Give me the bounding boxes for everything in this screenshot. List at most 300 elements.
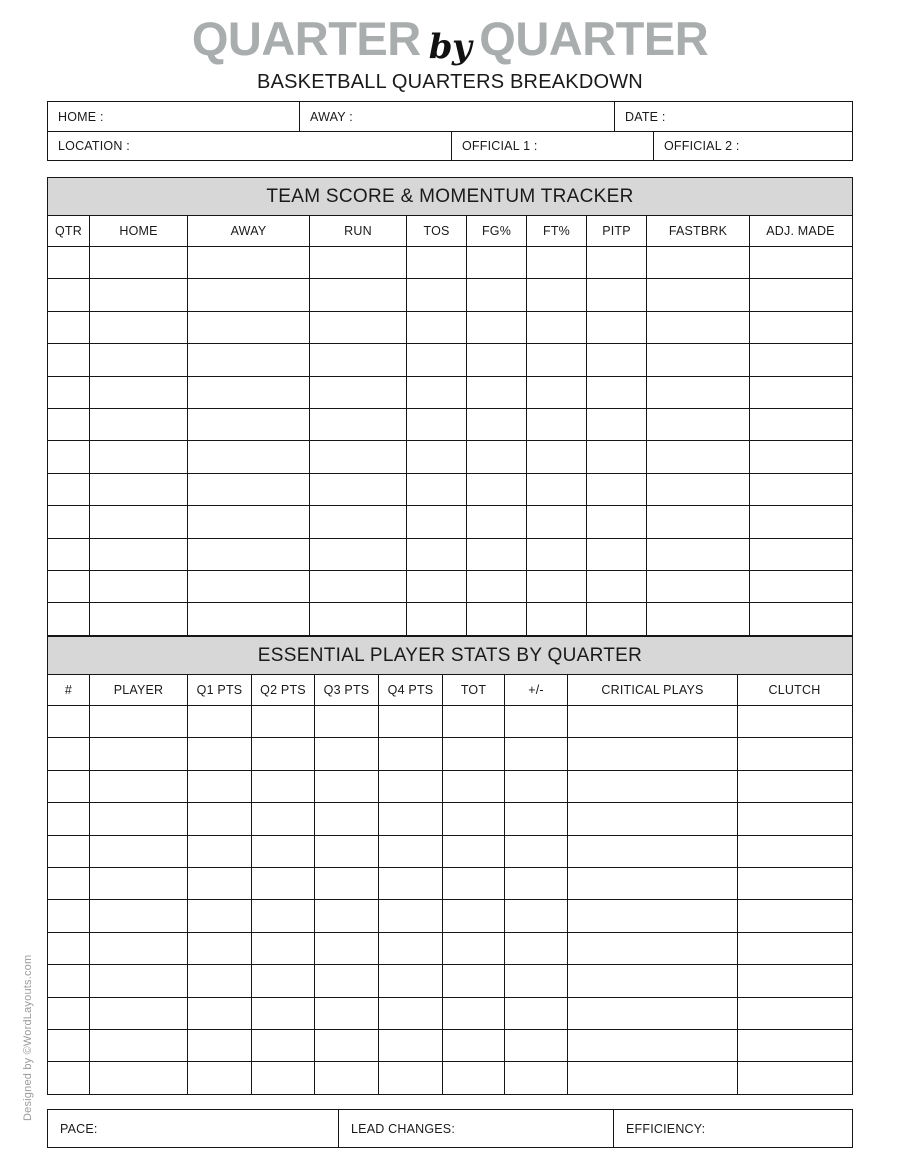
team-cell[interactable] [309,474,406,505]
player-cell[interactable] [737,933,851,964]
team-col-header-4: RUN [309,216,406,246]
player-cell[interactable] [504,1030,567,1061]
team-cell[interactable] [406,603,466,634]
info-row1-field-3[interactable] [614,102,851,131]
team-cell[interactable] [646,474,749,505]
player-cell[interactable] [504,933,567,964]
team-score-table [47,177,853,636]
team-col-header-7: FT% [526,216,586,246]
table-row [48,278,852,310]
summary-footer-box [47,1109,853,1148]
player-cell[interactable] [48,836,89,867]
player-cell[interactable] [442,998,504,1029]
player-cell[interactable] [378,771,442,802]
player-cell[interactable] [504,836,567,867]
team-cell[interactable] [187,474,309,505]
team-cell[interactable] [406,441,466,472]
player-cell[interactable] [737,965,851,996]
player-cell[interactable] [251,738,314,769]
player-cell[interactable] [378,900,442,931]
player-table-body [48,705,852,1094]
player-cell[interactable] [48,900,89,931]
player-cell[interactable] [504,900,567,931]
player-cell[interactable] [187,868,251,899]
team-cell[interactable] [89,344,187,375]
team-cell[interactable] [309,247,406,278]
player-cell[interactable] [314,998,378,1029]
team-cell[interactable] [749,539,851,570]
team-col-header-6: FG% [466,216,526,246]
player-cell[interactable] [251,998,314,1029]
footer-field-3[interactable] [613,1110,849,1147]
player-cell[interactable] [48,771,89,802]
team-cell[interactable] [646,409,749,440]
player-cell[interactable] [187,706,251,737]
player-cell[interactable] [187,836,251,867]
team-cell[interactable] [309,377,406,408]
player-cell[interactable] [187,1062,251,1093]
player-cell[interactable] [737,803,851,834]
player-cell[interactable] [48,998,89,1029]
team-cell[interactable] [187,279,309,310]
player-cell[interactable] [89,998,187,1029]
player-table-header-row [48,675,852,705]
team-cell[interactable] [48,539,89,570]
team-cell[interactable] [406,409,466,440]
team-cell[interactable] [749,344,851,375]
player-cell[interactable] [737,998,851,1029]
player-cell[interactable] [378,933,442,964]
team-cell[interactable] [309,441,406,472]
table-row [48,440,852,472]
team-cell[interactable] [466,441,526,472]
team-cell[interactable] [89,539,187,570]
table-row [48,343,852,375]
team-col-header-10: ADJ. MADE [749,216,851,246]
player-cell[interactable] [378,965,442,996]
table-row [48,570,852,602]
team-cell[interactable] [749,603,851,634]
page-subtitle: BASKETBALL QUARTERS BREAKDOWN [257,71,643,94]
team-cell[interactable] [466,603,526,634]
footer-field-2-label: LEAD CHANGES: [351,1121,456,1136]
player-cell[interactable] [89,965,187,996]
team-cell[interactable] [466,409,526,440]
team-cell[interactable] [48,409,89,440]
table-row [48,899,852,931]
team-cell[interactable] [586,247,646,278]
player-cell[interactable] [48,706,89,737]
player-cell[interactable] [251,900,314,931]
team-cell[interactable] [749,312,851,343]
team-cell[interactable] [48,441,89,472]
player-cell[interactable] [48,965,89,996]
player-cell[interactable] [567,771,737,802]
player-cell[interactable] [187,803,251,834]
player-cell[interactable] [187,965,251,996]
player-cell[interactable] [314,771,378,802]
player-cell[interactable] [737,836,851,867]
player-cell[interactable] [187,1030,251,1061]
team-cell[interactable] [466,474,526,505]
team-cell[interactable] [586,377,646,408]
team-cell[interactable] [526,506,586,537]
team-cell[interactable] [406,377,466,408]
player-col-header-7: TOT [442,675,504,705]
team-cell[interactable] [187,312,309,343]
player-cell[interactable] [737,771,851,802]
info-row1-field-3-label: DATE : [625,109,666,124]
team-cell[interactable] [89,441,187,472]
player-col-header-2: PLAYER [89,675,187,705]
info-row2-field-1-label: LOCATION : [58,139,130,153]
team-cell[interactable] [187,603,309,634]
footer-field-2[interactable] [338,1110,613,1147]
player-cell[interactable] [48,868,89,899]
player-cell[interactable] [314,1030,378,1061]
player-cell[interactable] [567,1030,737,1061]
page-title [0,14,900,94]
team-cell[interactable] [309,409,406,440]
team-cell[interactable] [187,377,309,408]
player-cell[interactable] [187,998,251,1029]
team-col-header-1: QTR [55,224,82,238]
player-cell[interactable] [251,1030,314,1061]
player-cell[interactable] [48,803,89,834]
team-cell[interactable] [309,344,406,375]
table-row [48,932,852,964]
player-col-header-6: Q4 PTS [378,675,442,705]
player-cell[interactable] [504,998,567,1029]
team-cell[interactable] [48,247,89,278]
player-cell[interactable] [48,933,89,964]
team-cell[interactable] [749,571,851,602]
team-table-band-title: TEAM SCORE & MOMENTUM TRACKER [48,178,852,216]
table-row [48,311,852,343]
team-cell[interactable] [646,344,749,375]
team-cell[interactable] [749,506,851,537]
player-cell[interactable] [504,803,567,834]
info-row2-field-3-label: OFFICIAL 2 : [664,139,740,153]
info-row1-field-1[interactable] [48,102,299,131]
team-cell[interactable] [309,312,406,343]
table-row [48,408,852,440]
team-cell[interactable] [309,539,406,570]
team-cell[interactable] [586,279,646,310]
player-cell[interactable] [89,706,187,737]
team-cell[interactable] [526,474,586,505]
team-cell[interactable] [646,506,749,537]
team-cell[interactable] [187,506,309,537]
player-cell[interactable] [251,933,314,964]
player-cell[interactable] [378,836,442,867]
player-cell[interactable] [442,900,504,931]
player-cell[interactable] [89,771,187,802]
player-cell[interactable] [504,965,567,996]
team-cell[interactable] [187,247,309,278]
team-cell[interactable] [526,571,586,602]
team-cell[interactable] [646,539,749,570]
player-cell[interactable] [89,900,187,931]
team-cell[interactable] [749,279,851,310]
team-cell[interactable] [646,247,749,278]
team-cell[interactable] [646,603,749,634]
player-cell[interactable] [567,1062,737,1093]
team-cell[interactable] [586,603,646,634]
player-cell[interactable] [48,738,89,769]
player-cell[interactable] [442,1030,504,1061]
player-cell[interactable] [251,965,314,996]
team-cell[interactable] [406,474,466,505]
player-cell[interactable] [251,868,314,899]
player-cell[interactable] [187,771,251,802]
footer-field-1[interactable] [48,1110,338,1147]
player-cell[interactable] [442,836,504,867]
player-cell[interactable] [442,706,504,737]
player-cell[interactable] [567,706,737,737]
team-cell[interactable] [749,474,851,505]
player-cell[interactable] [504,1062,567,1093]
table-row [48,505,852,537]
player-cell[interactable] [567,868,737,899]
info-row2-field-2[interactable] [451,132,653,160]
team-cell[interactable] [466,247,526,278]
player-cell[interactable] [89,933,187,964]
team-cell[interactable] [406,312,466,343]
table-row [48,1029,852,1061]
table-row [48,473,852,505]
team-cell[interactable] [526,247,586,278]
player-cell[interactable] [567,738,737,769]
team-cell[interactable] [466,344,526,375]
table-row [48,538,852,570]
player-cell[interactable] [187,738,251,769]
table-row [48,997,852,1029]
player-cell[interactable] [442,738,504,769]
team-cell[interactable] [309,603,406,634]
player-cell[interactable] [89,1030,187,1061]
team-cell[interactable] [48,344,89,375]
designer-credit: Designed by ©WordLayouts.com [22,954,34,1121]
team-cell[interactable] [646,312,749,343]
player-cell[interactable] [442,771,504,802]
player-cell[interactable] [314,803,378,834]
table-row [48,246,852,278]
team-cell[interactable] [526,441,586,472]
team-cell[interactable] [48,377,89,408]
team-cell[interactable] [48,474,89,505]
team-cell[interactable] [89,474,187,505]
info-row1-field-2-label: AWAY : [310,109,353,124]
player-cell[interactable] [251,836,314,867]
team-cell[interactable] [466,377,526,408]
player-cell[interactable] [567,836,737,867]
player-cell[interactable] [737,706,851,737]
team-cell[interactable] [89,377,187,408]
team-cell[interactable] [187,539,309,570]
team-cell[interactable] [48,312,89,343]
team-col-header-9: FASTBRK [646,216,749,246]
info-row2-field-3[interactable] [653,132,851,160]
team-cell[interactable] [526,344,586,375]
team-cell[interactable] [526,312,586,343]
team-cell[interactable] [526,377,586,408]
team-cell[interactable] [466,539,526,570]
team-cell[interactable] [749,377,851,408]
team-cell[interactable] [48,603,89,634]
team-cell[interactable] [89,279,187,310]
player-cell[interactable] [251,706,314,737]
team-cell[interactable] [406,539,466,570]
team-cell[interactable] [48,506,89,537]
team-cell[interactable] [406,571,466,602]
team-cell[interactable] [586,409,646,440]
player-cell[interactable] [314,706,378,737]
team-col-header-8: PITP [586,216,646,246]
team-cell[interactable] [526,409,586,440]
player-cell[interactable] [504,706,567,737]
player-cell[interactable] [378,998,442,1029]
player-cell[interactable] [48,1030,89,1061]
team-cell[interactable] [309,506,406,537]
player-cell[interactable] [314,965,378,996]
player-cell[interactable] [251,803,314,834]
info-row2-field-1[interactable] [48,132,451,160]
player-cell[interactable] [442,933,504,964]
player-cell[interactable] [187,933,251,964]
player-cell[interactable] [567,900,737,931]
team-cell[interactable] [48,571,89,602]
player-col-header-3: Q1 PTS [187,675,251,705]
player-cell[interactable] [378,738,442,769]
team-cell[interactable] [466,312,526,343]
team-cell[interactable] [48,279,89,310]
team-cell[interactable] [309,279,406,310]
player-cell[interactable] [567,998,737,1029]
team-cell[interactable] [646,279,749,310]
player-cell[interactable] [737,738,851,769]
team-cell[interactable] [89,506,187,537]
player-cell[interactable] [89,1062,187,1093]
player-cell[interactable] [251,1062,314,1093]
team-cell[interactable] [89,409,187,440]
team-cell[interactable] [749,409,851,440]
info-row-2 [48,131,852,160]
team-cell[interactable] [749,441,851,472]
player-cell[interactable] [314,1062,378,1093]
player-cell[interactable] [567,965,737,996]
team-cell[interactable] [187,441,309,472]
player-cell[interactable] [378,706,442,737]
player-cell[interactable] [378,1030,442,1061]
team-cell[interactable] [406,506,466,537]
team-cell[interactable] [89,247,187,278]
player-cell[interactable] [187,900,251,931]
game-info-box [47,101,853,161]
team-cell[interactable] [466,279,526,310]
team-cell[interactable] [646,571,749,602]
player-cell[interactable] [251,771,314,802]
team-cell[interactable] [586,474,646,505]
team-cell[interactable] [466,571,526,602]
team-cell[interactable] [89,571,187,602]
team-cell[interactable] [187,344,309,375]
player-cell[interactable] [314,738,378,769]
info-row-1 [48,102,852,131]
player-cell[interactable] [737,900,851,931]
team-cell[interactable] [406,279,466,310]
player-cell[interactable] [314,868,378,899]
team-cell[interactable] [586,571,646,602]
player-cell[interactable] [504,738,567,769]
player-cell[interactable] [737,1030,851,1061]
player-cell[interactable] [378,1062,442,1093]
table-row [48,770,852,802]
team-cell[interactable] [646,377,749,408]
team-cell[interactable] [586,506,646,537]
team-cell[interactable] [526,603,586,634]
table-row [48,867,852,899]
team-cell[interactable] [749,247,851,278]
player-cell[interactable] [737,868,851,899]
player-cell[interactable] [442,803,504,834]
team-cell[interactable] [526,279,586,310]
player-cell[interactable] [737,1062,851,1093]
team-cell[interactable] [586,539,646,570]
table-row [48,737,852,769]
team-cell[interactable] [89,312,187,343]
team-cell[interactable] [586,312,646,343]
team-table-body [48,246,852,635]
title-word-2: QUARTER [479,12,709,65]
player-cell[interactable] [89,868,187,899]
team-cell[interactable] [586,441,646,472]
team-cell[interactable] [406,344,466,375]
title-connector: by [428,27,472,67]
player-table-band-title: ESSENTIAL PLAYER STATS BY QUARTER [48,637,852,675]
team-cell[interactable] [187,409,309,440]
player-cell[interactable] [314,933,378,964]
player-cell[interactable] [48,1062,89,1093]
team-cell[interactable] [466,506,526,537]
player-cell[interactable] [378,803,442,834]
team-cell[interactable] [526,539,586,570]
player-cell[interactable] [314,900,378,931]
player-col-header-1: # [64,683,73,697]
player-cell[interactable] [504,868,567,899]
player-cell[interactable] [314,836,378,867]
info-row1-field-2[interactable] [299,102,614,131]
player-cell[interactable] [567,803,737,834]
player-cell[interactable] [442,1062,504,1093]
team-cell[interactable] [406,247,466,278]
footer-field-1-label: PACE: [60,1121,98,1136]
player-cell[interactable] [442,868,504,899]
player-cell[interactable] [442,965,504,996]
team-cell[interactable] [187,571,309,602]
team-cell[interactable] [586,344,646,375]
player-cell[interactable] [378,868,442,899]
player-cell[interactable] [504,771,567,802]
team-cell[interactable] [646,441,749,472]
player-cell[interactable] [89,738,187,769]
team-cell[interactable] [89,603,187,634]
team-cell[interactable] [309,571,406,602]
player-cell[interactable] [567,933,737,964]
player-cell[interactable] [89,803,187,834]
player-cell[interactable] [89,836,187,867]
team-col-header-2: HOME [89,216,187,246]
